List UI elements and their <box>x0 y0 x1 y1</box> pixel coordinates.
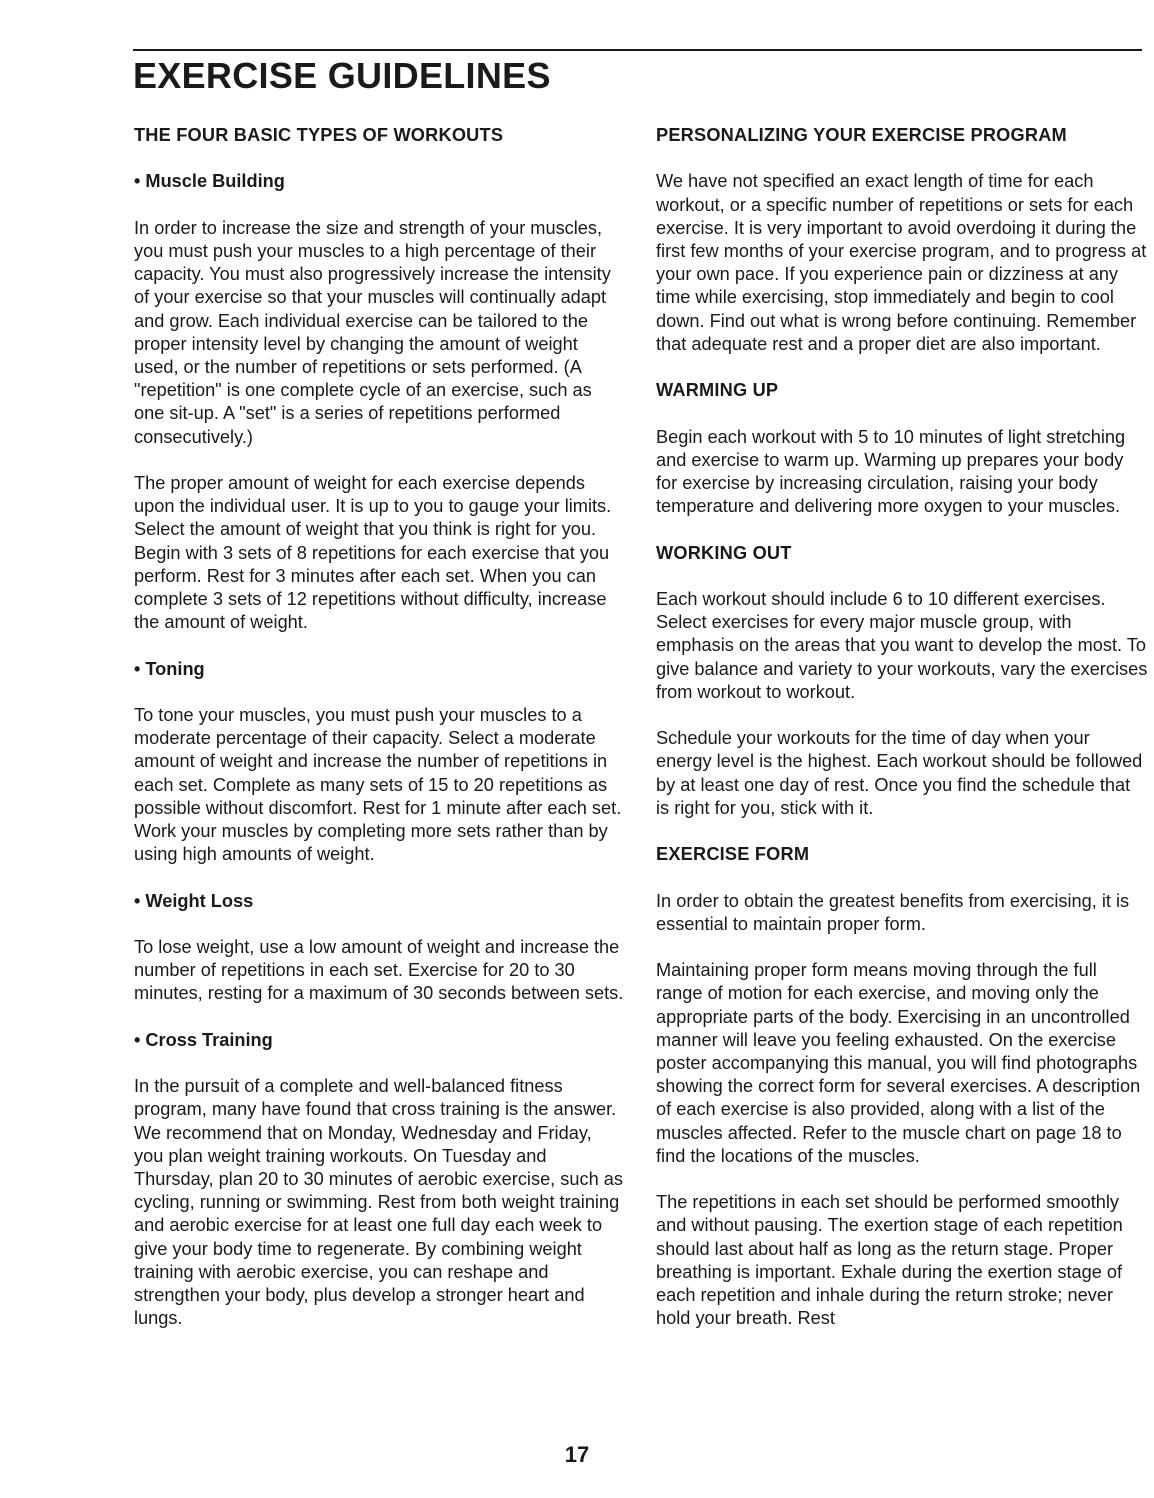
muscle-building-paragraph-2: The proper amount of weight for each exercise depends upon the individual user. It is up to you to gauge your limits. Select the amount of weight that you think is right for you. Begin with 3 sets of 8 repetitions for each exercise that you perform. Rest for 3 minutes after each set. When you can complete 3 sets of 12 repetitions without difficulty, increase the amount of weight. <box>134 473 612 633</box>
section-heading-warming-up: WARMING UP <box>656 380 779 401</box>
exercise-form-paragraph-2: Maintaining proper form means moving through the full range of motion for each exercise, and moving only the appropriate parts of the body. Exercising in an uncontrolled manner will leave you feeling exhausted. On the exercise poster accompanying this manual, you will find photographs showing the correct form for several exercises. A description of each exercise is also provided, along with a list of the muscles affected. Refer to the muscle chart on page 18 to find the locations of the muscles. <box>656 960 1141 1166</box>
section-heading-working-out: WORKING OUT <box>656 542 792 563</box>
exercise-form-paragraph-1: In order to obtain the greatest benefits from exercising, it is essential to maintain proper form. <box>656 890 1130 934</box>
left-column <box>134 124 624 1330</box>
top-rule <box>133 49 1142 51</box>
cross-training-paragraph: In the pursuit of a complete and well-balanced fitness program, many have found that cross training is the answer. We recommend that on Monday, Wednesday and Friday, you plan weight training workouts. On Tuesday and Thursday, plan 20 to 30 minutes of aerobic exercise, such as cycling, running or swimming. Rest from both weight training and aerobic exercise for at least one full day each week to give your body time to regenerate. By combining weight training with aerobic exercise, you can reshape and strengthen your body, plus develop a stronger heart and lungs. <box>134 1076 623 1329</box>
exercise-form-paragraph-3: The repetitions in each set should be performed smoothly and without pausing. The exertion stage of each repetition should last about half as long as the return stage. Proper breathing is important. Exhale during the exertion stage of each repetition and inhale during the return stroke; never hold your breath. Rest <box>656 1192 1123 1329</box>
subheading-cross-training: • Cross Training <box>134 1029 273 1050</box>
section-heading-personalizing: PERSONALIZING YOUR EXERCISE PROGRAM <box>656 125 1067 145</box>
working-out-paragraph-2: Schedule your workouts for the time of day when your energy level is the highest. Each workout should be followed by at least one day of rest. Once you find the schedule that is right for you, stick with it. <box>656 728 1143 818</box>
right-column <box>656 124 1148 1330</box>
warming-up-paragraph: Begin each workout with 5 to 10 minutes of light stretching and exercise to warm up. Warming up prepares your body for exercise by increasing circulation, raising your body temperature and delivering more oxygen to your muscles. <box>656 426 1126 517</box>
subheading-toning: • Toning <box>134 658 205 679</box>
page-number: 17 <box>564 1442 590 1467</box>
section-heading-workout-types: THE FOUR BASIC TYPES OF WORKOUTS <box>134 125 504 145</box>
weight-loss-paragraph: To lose weight, use a low amount of weight and increase the number of repetitions in each set. Exercise for 20 to 30 minutes, resting for a maximum of 30 seconds between sets. <box>134 937 624 1004</box>
personalizing-paragraph: We have not specified an exact length of time for each workout, or a specific number of repetitions or sets for each exercise. It is very important to avoid overdoing it during the first few months of your exercise program, and to progress at your own pace. If you experience pain or dizziness at any time while exercising, stop immediately and begin to cool down. Find out what is wrong before continuing. Remember that adequate rest and a proper diet are also important. <box>656 171 1147 354</box>
muscle-building-paragraph-1: In order to increase the size and strength of your muscles, you must push your muscles to a high percentage of their capacity. You must also progressively increase the intensity of your exercise so that your muscles will continually adapt and grow. Each individual exercise can be tailored to the proper intensity level by changing the amount of weight used, or the number of repetitions or sets performed. (A "repetition" is one complete cycle of an exercise, such as one sit-up. A "set" is a series of repetitions performed consecutively.) <box>134 217 611 447</box>
subheading-weight-loss: • Weight Loss <box>134 890 254 911</box>
section-heading-exercise-form: EXERCISE FORM <box>656 844 810 865</box>
working-out-paragraph-1: Each workout should include 6 to 10 different exercises. Select exercises for every major muscle group, with emphasis on the areas that you want to develop the most. To give balance and variety to your workouts, vary the exercises from workout to workout. <box>656 588 1148 702</box>
subheading-muscle-building: • Muscle Building <box>134 171 285 192</box>
page-title: EXERCISE GUIDELINES <box>133 55 551 96</box>
toning-paragraph: To tone your muscles, you must push your muscles to a moderate percentage of their capacity. Select a moderate amount of weight and increase the number of repetitions in each set. Complete as many sets of 15 to 20 repetitions as possible without discomfort. Rest for 1 minute after each set. Work your muscles by completing more sets rather than by using high amounts of weight. <box>134 705 622 865</box>
